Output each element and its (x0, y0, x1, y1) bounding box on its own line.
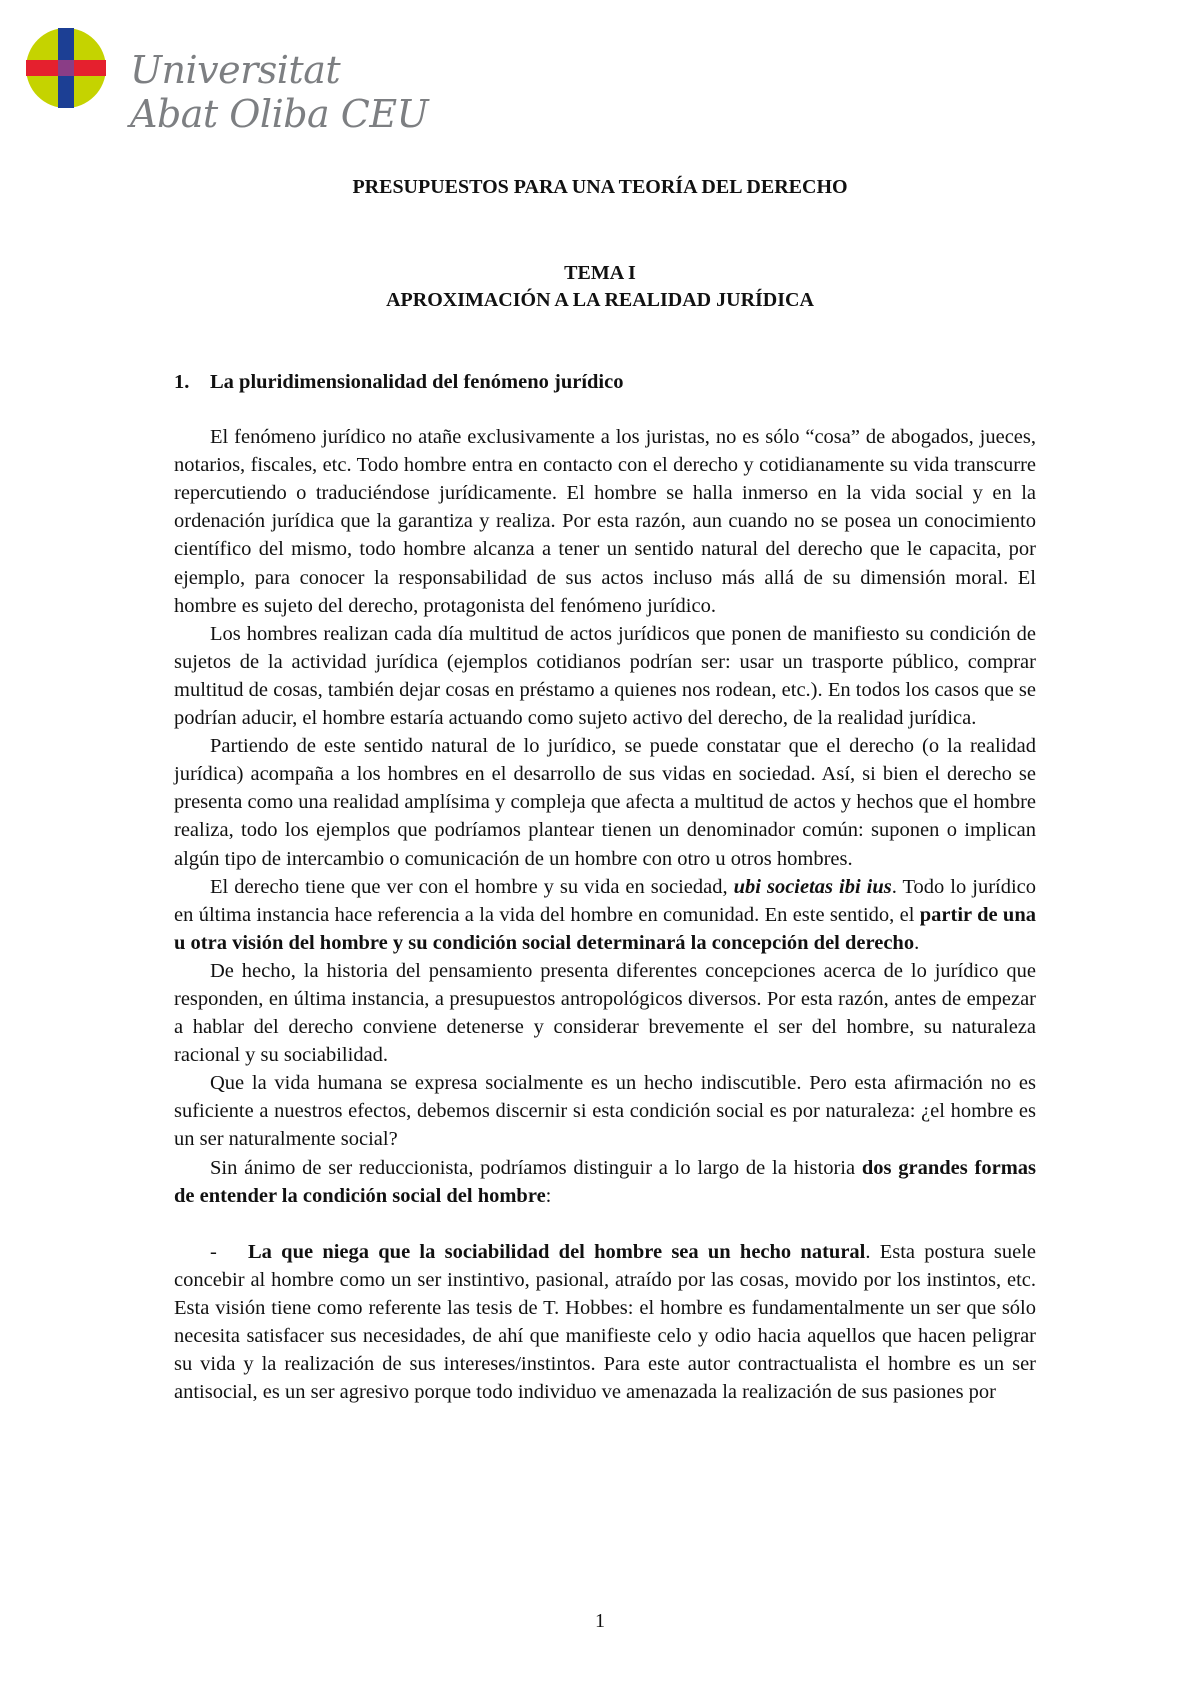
section-number: 1. (174, 371, 190, 393)
latin-phrase: ubi societas ibi ius (733, 875, 892, 898)
text-run: Sin ánimo de ser reduccionista, podríamos distinguir a lo largo de la historia (210, 1156, 862, 1179)
emphasis-text: partir de una u otra visión del hombre y su condición social determinará la concepción del derecho (174, 903, 1036, 954)
paragraph: Que la vida humana se expresa socialmente es un hecho indiscutible. Pero esta afirmación no es suficiente a nuestros efectos, debemos discernir si esta condición social es por naturaleza: ¿el hombre es un ser naturalmente social? (174, 1072, 1036, 1151)
paragraph: Partiendo de este sentido natural de lo jurídico, se puede constatar que el derecho (o la realidad jurídica) acompaña a los hombres en el desarrollo de sus vidas en sociedad. Así, si bien el derecho se presenta como una realidad amplísima y compleja que afecta a multitud de actos y hechos que el hombre realiza, todo los ejemplos que podríamos plantear tienen un denominador común: suponen o implican algún tipo de intercambio o comunicación de un hombre con otro u otros hombres. (174, 735, 1036, 870)
paragraph: De hecho, la historia del pensamiento presenta diferentes concepciones acerca de lo jurídico que responden, en última instancia, a presupuestos antropológicos diversos. Por esta razón, antes de empezar a hablar del derecho conviene detenerse y considerar brevemente el ser del hombre, su naturaleza racional y su sociabilidad. (174, 959, 1036, 1067)
tema-label: TEMA I (564, 262, 636, 284)
page-number: 1 (595, 1610, 605, 1632)
section-title: La pluridimensionalidad del fenómeno jurídico (210, 371, 624, 393)
paragraph: Los hombres realizan cada día multitud de actos jurídicos que ponen de manifiesto su condición de sujetos de la actividad jurídica (ejemplos cotidianos podrían ser: usar un trasporte público, comprar multitud de cosas, también dejar cosas en préstamo a quienes nos rodean, etc.). En todos los casos que se podrían aducir, el hombre estaría actuando como sujeto activo del derecho, de la realidad jurídica. (174, 622, 1036, 730)
university-name-line1: Universitat (130, 48, 341, 92)
university-name-line2: Abat Oliba CEU (130, 92, 429, 136)
text-run: . Esta postura suele concebir al hombre como un ser instintivo, pasional, atraído por las cosas, movido por los instintos, etc. Esta visión tiene como referente las tesis de T. Hobbes: el hombre es fundamentalmente un ser que sólo necesita satisfacer sus necesidades, de ahí que manifieste celo y odio hacia aquellos que hacen peligrar su vida y la realización de sus intereses/instintos. Para este autor contractualista el hombre es un ser antisocial, es un ser agresivo porque todo individuo ve amenazada la realización de sus pasiones por (174, 1240, 1036, 1404)
tema-subtitle: APROXIMACIÓN A LA REALIDAD JURÍDICA (386, 289, 814, 311)
paragraph (174, 873, 1036, 957)
emphasis-text: La que niega que la sociabilidad del hombre sea un hecho natural (248, 1240, 866, 1263)
document-body (174, 368, 1036, 1406)
text-run: . Todo lo jurídico en última instancia hace referencia a la vida del hombre en comunidad. En este sentido, el (174, 875, 1037, 926)
university-emblem-icon (26, 28, 106, 108)
bullet-item (174, 1238, 1036, 1407)
text-run: : (545, 1184, 552, 1207)
bullet-dash: - (210, 1240, 217, 1263)
section-heading (174, 368, 1036, 396)
paragraph (174, 1154, 1036, 1210)
text-run: El derecho tiene que ver con el hombre y su vida en sociedad, (210, 875, 734, 898)
document-title: PRESUPUESTOS PARA UNA TEORÍA DEL DERECHO (352, 176, 848, 198)
emphasis-text: dos grandes formas de entender la condición social del hombre (174, 1156, 1036, 1207)
university-name (130, 48, 428, 136)
paragraph: El fenómeno jurídico no atañe exclusivamente a los juristas, no es sólo “cosa” de abogados, jueces, notarios, fiscales, etc. Todo hombre entra en contacto con el derecho y cotidianamente su vida transcurre repercutiendo o traduciéndose jurídicamente. El hombre se halla inmerso en la vida social y en la ordenación jurídica que la garantiza y realiza. Por esta razón, aun cuando no se posea un conocimiento científico del mismo, todo hombre alcanza a tener un sentido natural del derecho que le capacita, por ejemplo, para conocer la responsabilidad de sus actos incluso más allá de su dimensión moral. El hombre es sujeto del derecho, protagonista del fenómeno jurídico. (174, 426, 1036, 617)
text-run: . (914, 931, 920, 954)
